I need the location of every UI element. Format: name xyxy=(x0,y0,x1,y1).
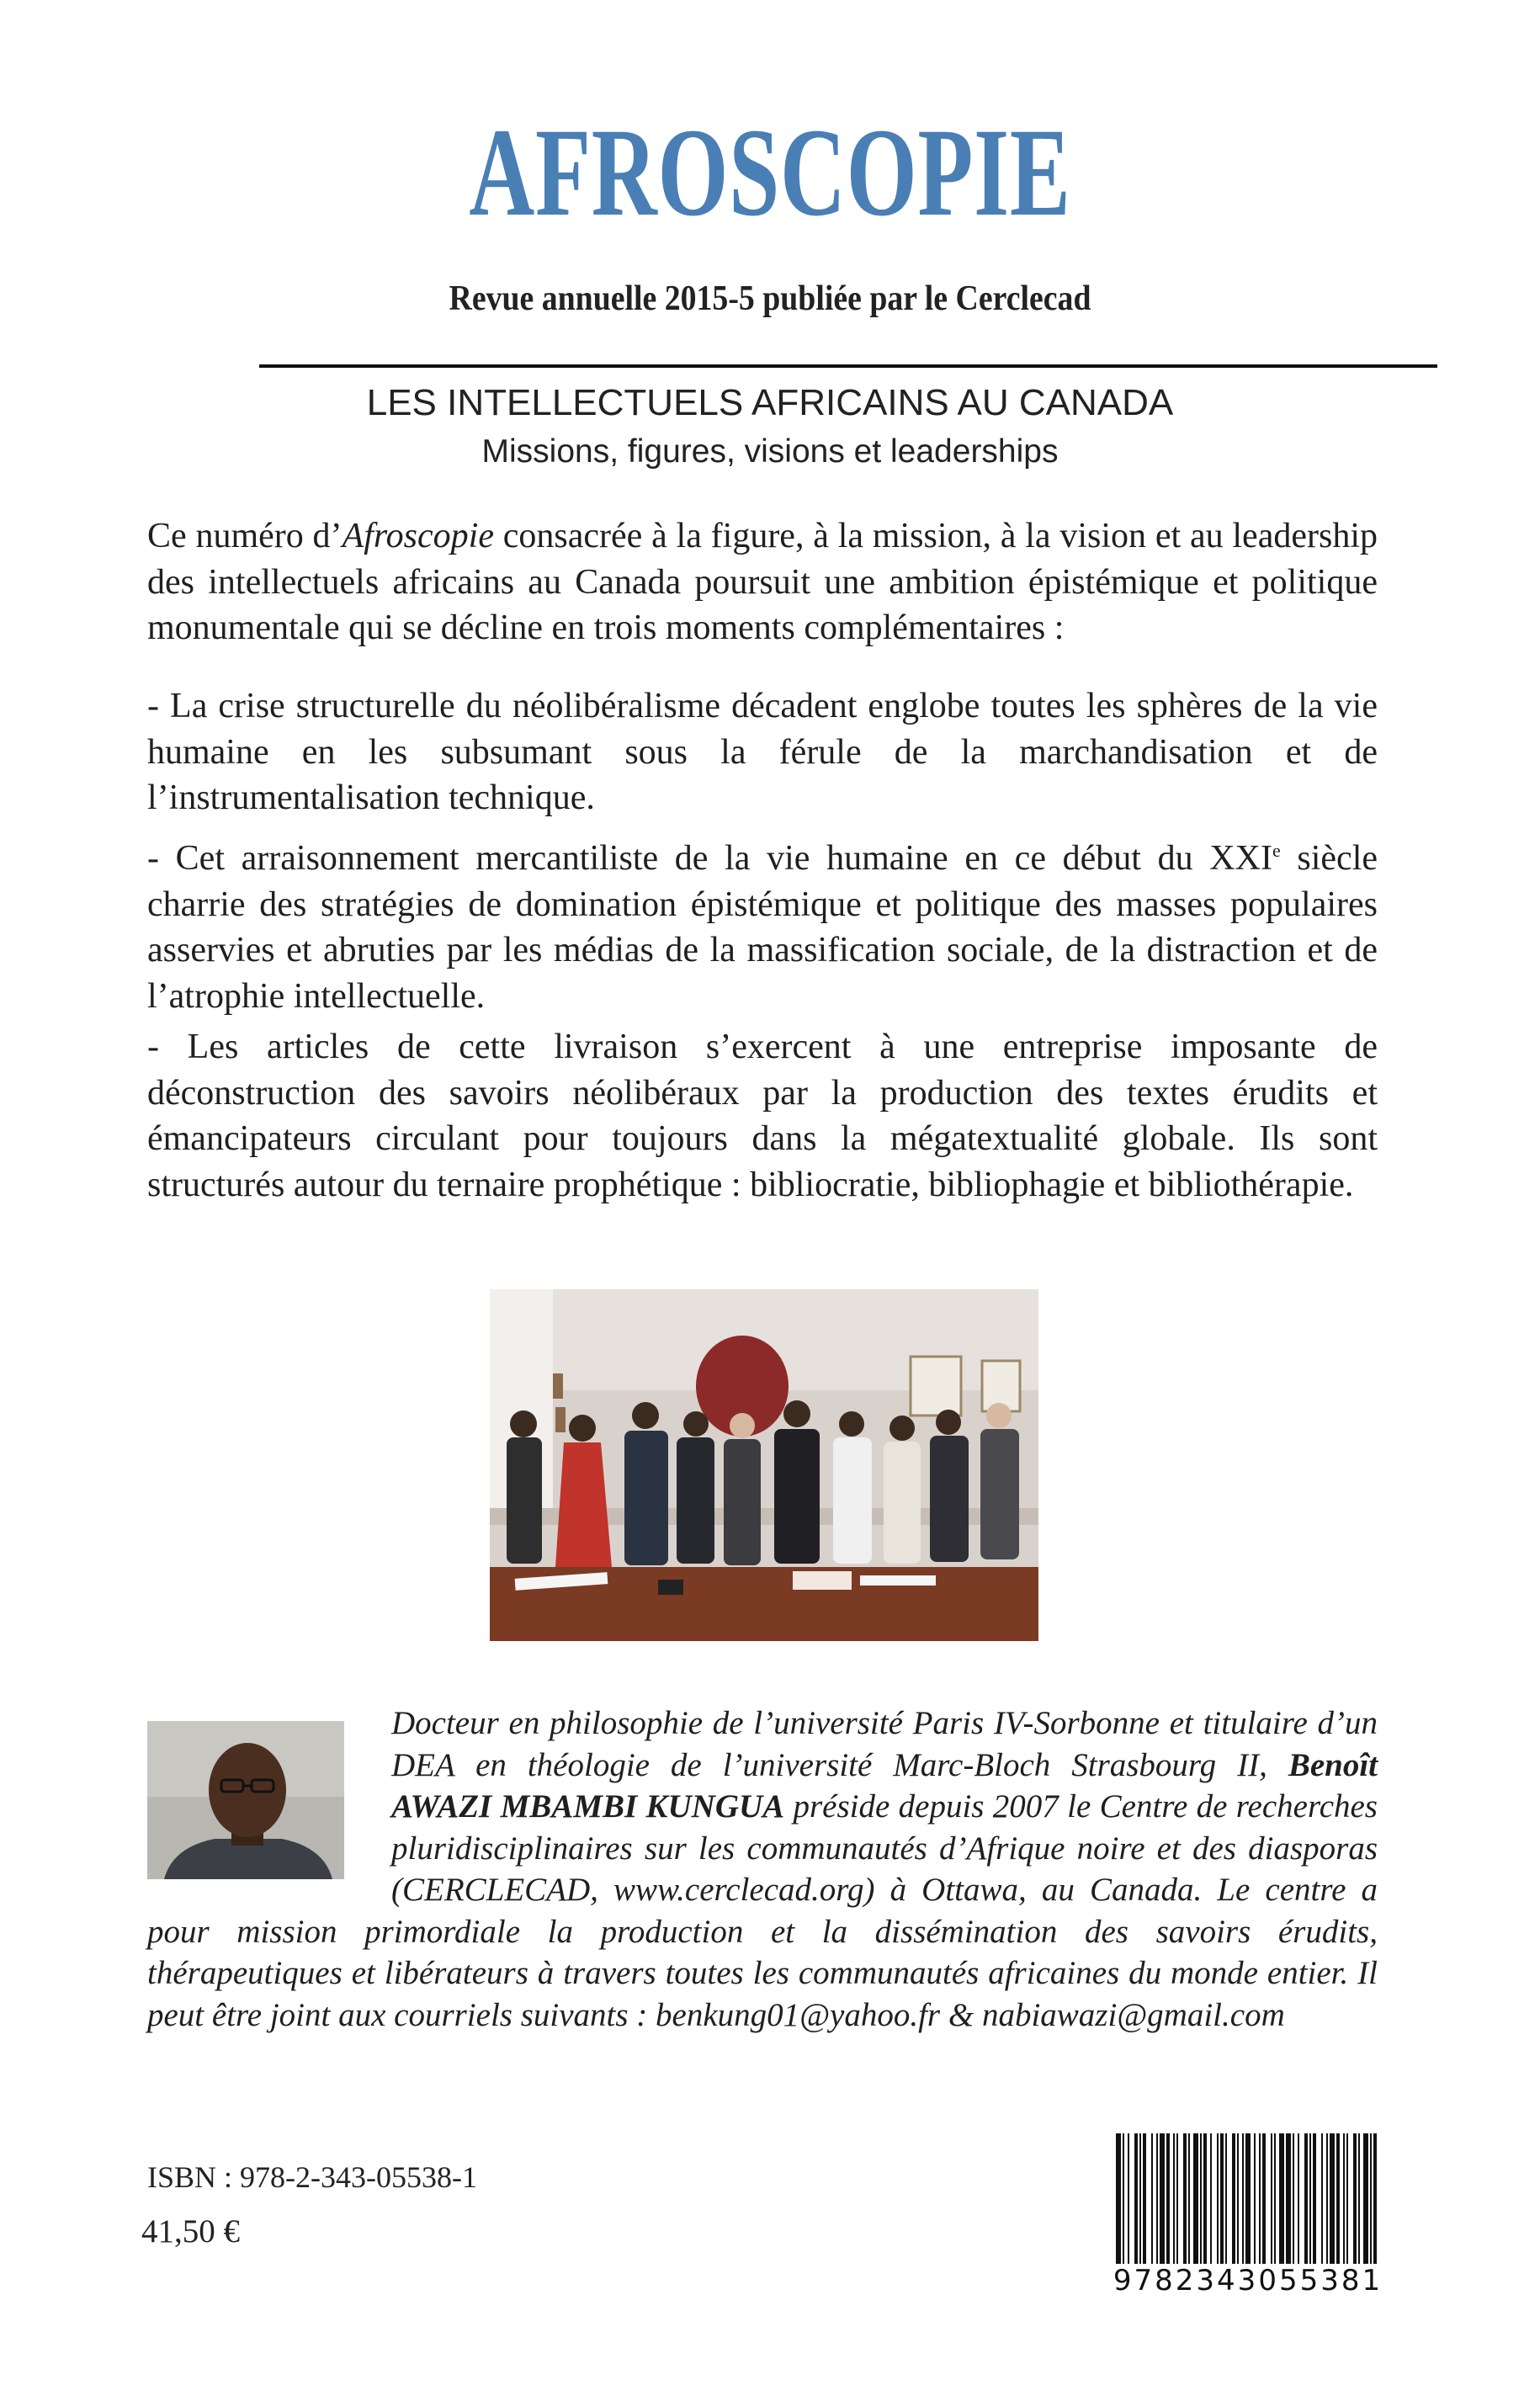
barcode-bar xyxy=(1156,2133,1158,2268)
barcode-digits: 9782343055381 xyxy=(1109,2264,1387,2297)
dossier-subtitle: Missions, figures, visions et leaderships xyxy=(481,433,1059,470)
barcode-bar xyxy=(1304,2133,1308,2268)
barcode-bar xyxy=(1321,2133,1323,2268)
barcode-bar xyxy=(1358,2133,1360,2268)
barcode-bar xyxy=(1188,2133,1190,2268)
bio-text-start: Docteur en philosophie de l’université Paris IV-Sorbonne et titulaire d’un DEA en théologie de l’université Marc-Bloch Strasbourg II, xyxy=(391,1705,1378,1783)
isbn-number: ISBN : 978-2-343-05538-1 xyxy=(147,2160,477,2194)
point-2-text-start: - Cet arraisonnement mercantiliste de la vie humaine en ce début du XXI xyxy=(147,839,1272,878)
barcode-bar xyxy=(1298,2133,1299,2268)
journal-title: AFROSCOPIE xyxy=(469,103,1071,242)
barcode-bar xyxy=(1143,2133,1146,2268)
barcode-bar xyxy=(1225,2133,1227,2268)
barcode-bar xyxy=(1245,2133,1251,2268)
barcode-bar xyxy=(1330,2133,1335,2268)
barcode-bar xyxy=(1313,2133,1316,2268)
barcode-bar xyxy=(1259,2133,1261,2268)
barcode-bar xyxy=(1210,2133,1212,2268)
price: 41,50 € xyxy=(141,2213,240,2250)
barcode-bar xyxy=(1203,2133,1207,2268)
author-portrait xyxy=(147,1721,344,1879)
barcode-bar xyxy=(1128,2133,1129,2268)
barcode-bar xyxy=(1346,2133,1348,2268)
point-paragraph-2 xyxy=(147,836,1378,1019)
barcode-bar xyxy=(1134,2133,1138,2268)
header-divider xyxy=(259,364,1437,368)
barcode-bar xyxy=(1176,2133,1178,2268)
barcode-bar xyxy=(1370,2133,1372,2268)
barcode-bar xyxy=(1262,2133,1266,2268)
barcode-bar xyxy=(1343,2133,1345,2268)
barcode-bar xyxy=(1166,2133,1170,2268)
dossier-title: LES INTELLECTUELS AFRICAINS AU CANADA xyxy=(366,382,1174,423)
barcode-bar xyxy=(1173,2133,1175,2268)
point-paragraph-3: - Les articles de cette livraison s’exercent à une entreprise imposante de déconstruction des savoirs néolibéraux par la production des textes érudits et émancipateurs circulant pour toujours dans la mégatextualité globale. Ils sont structurés autour du ternaire prophétique : bibliocratie, bibliophagie et bibliothérapie. xyxy=(147,1028,1378,1204)
barcode-bar xyxy=(1353,2133,1357,2268)
barcode-bar xyxy=(1123,2133,1124,2268)
barcode-bar xyxy=(1293,2133,1294,2268)
barcode-bar xyxy=(1242,2133,1244,2268)
group-photo xyxy=(490,1289,1038,1641)
point-2-text-end: siècle charrie des stratégies de domination épistémique et politique des masses populaires asservies et abruties par les médias de la massification sociale, de la distraction et de l’atrophie intellectuelle. xyxy=(147,839,1378,1016)
intro-paragraph xyxy=(147,513,1378,651)
barcode-bar xyxy=(1271,2133,1272,2268)
barcode-bar xyxy=(1279,2133,1284,2268)
journal-subtitle: Revue annuelle 2015-5 publiée par le Cerclecad xyxy=(449,279,1091,318)
barcode-bar xyxy=(1286,2133,1291,2268)
barcode-bar xyxy=(1237,2133,1239,2268)
barcode-bar xyxy=(1326,2133,1328,2268)
barcode-bar xyxy=(1183,2133,1187,2268)
barcode-bar xyxy=(1220,2133,1224,2268)
barcode-bar xyxy=(1232,2133,1235,2268)
barcode-bar xyxy=(1336,2133,1340,2268)
barcode-bar xyxy=(1217,2133,1219,2268)
barcode-bar xyxy=(1274,2133,1276,2268)
barcode-bar xyxy=(1139,2133,1141,2268)
barcode-bar xyxy=(1160,2133,1165,2268)
barcode-bar xyxy=(1309,2133,1311,2268)
point-paragraph-1: - La crise structurelle du néolibéralisme décadent englobe toutes les sphères de la vie humaine en les subsumant sous la férule de la marchandisation et de l’instrumentalisation technique. xyxy=(147,687,1378,817)
barcode-bar xyxy=(1373,2133,1377,2268)
journal-name-italic: Afroscopie xyxy=(342,517,494,555)
barcode-bar xyxy=(1193,2133,1198,2268)
intro-text-start: Ce numéro d’ xyxy=(147,517,343,555)
barcode-bar xyxy=(1254,2133,1256,2268)
barcode-bar xyxy=(1200,2133,1202,2268)
barcode-bar xyxy=(1363,2133,1368,2268)
author-name: Benoît AWAZI MBAMBI KUNGUA xyxy=(391,1746,1378,1825)
intro-text-end: consacrée à la figure, à la mission, à la vision et au leadership des intellectuels africains au Canada poursuit une ambition épistémique et politique monumentale qui se décline en trois moments complémentaires : xyxy=(147,517,1378,647)
barcode-bar xyxy=(1151,2133,1153,2268)
barcode-bar xyxy=(1116,2133,1121,2268)
bio-text-end: préside depuis 2007 le Centre de recherches pluridisciplinaires sur les communautés d’Afrique noire et des diasporas (CERCLECAD, www.cerclecad.org) à Ottawa, au Canada. Le centre a pour mission primordiale la production et la dissémination des savoirs érudits, thérapeutiques et libérateurs à travers toutes les communautés africaines du monde entier. Il peut être joint aux courriels suivants : benkung01@yahoo.fr & nabiawazi@gmail.com xyxy=(147,1788,1378,2033)
century-superscript: e xyxy=(1272,840,1281,861)
